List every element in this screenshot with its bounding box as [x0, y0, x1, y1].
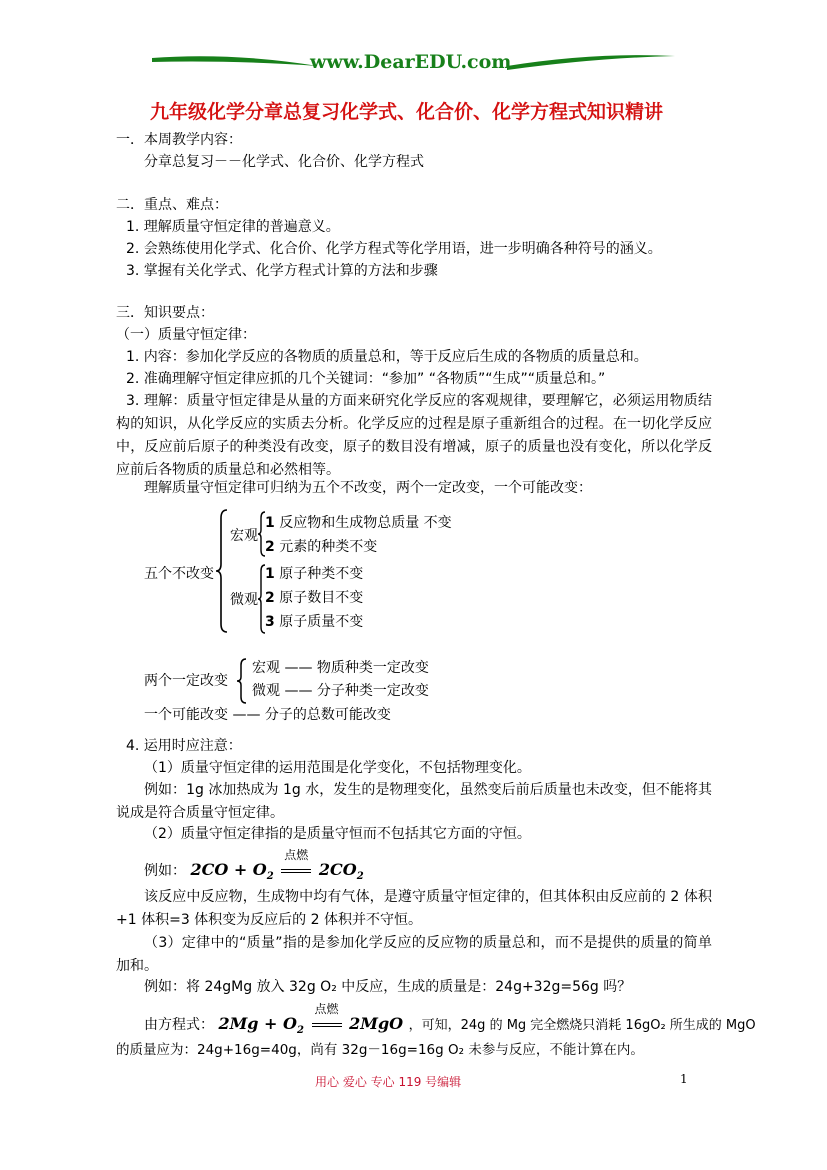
notes-heading: 4. 运用时应注意：	[126, 738, 242, 754]
two-changed-brace	[236, 657, 248, 705]
macro-item-1	[265, 512, 452, 534]
one-possible-change: 一个可能改变 —— 分子的总数可能改变	[144, 707, 391, 723]
two-changed-line-1: 宏观 —— 物质种类一定改变	[252, 660, 429, 676]
macro-item-2-num: 2	[265, 539, 275, 555]
micro-item-1-text: 原子种类不变	[279, 566, 364, 582]
section-2-heading: 二．重点、难点：	[116, 197, 228, 213]
section-3-heading: 三．知识要点：	[116, 305, 214, 321]
law-keywords: 2. 准确理解守恒定律应抓的几个关键词：“参加” “各物质”“生成”“质量总和。”	[126, 371, 606, 387]
note-3-answer: 的质量应为：24g+16g=40g，尚有 32g－16g=16g O₂ 未参与反应，不能计算在内。	[116, 1042, 644, 1058]
equation-1-row	[144, 848, 364, 883]
law-understanding: 3. 理解：质量守恒定律是从量的方面来研究化学反应的客观规律，要理解它，必须运用物质结构的知识，从化学反应的实质去分析。化学反应的过程是原子重新组合的过程。在一切化学反应中，反应前后原子的种类没有改变，原子的数目没有增减，原子的质量也没有变化，所以化学反应前后各物质的质量总和必然相等。	[116, 393, 712, 478]
law-summary: 理解质量守恒定律可归纳为五个不改变，两个一定改变，一个可能改变：	[144, 480, 592, 496]
micro-item-3-num: 3	[265, 614, 275, 630]
equation-2-row	[144, 1002, 756, 1037]
two-changed-line-2: 微观 —— 分子种类一定改变	[252, 683, 429, 699]
micro-item-1	[265, 563, 363, 585]
micro-item-2-num: 2	[265, 590, 275, 606]
section-3-sub1: （一）质量守恒定律：	[116, 327, 256, 343]
equation-1-equals-line	[281, 869, 311, 873]
section-2-item-2: 2. 会熟练使用化学式、化合价、化学方程式等化学用语，进一步明确各种符号的涵义。	[126, 241, 662, 257]
site-url: www.DearEDU.com	[310, 51, 512, 73]
equation-2-left-sub: 2	[296, 1025, 304, 1037]
equation-1-condition-text: 点燃	[284, 848, 309, 862]
section-2-item-3: 3. 掌握有关化学式、化学方程式计算的方法和步骤	[126, 263, 438, 279]
note-3-example: 例如：将 24gMg 放入 32g O₂ 中反应，生成的质量是：24g+32g=56g 吗？	[144, 979, 632, 995]
section-1-heading: 一．本周教学内容：	[116, 132, 242, 148]
equation-1-left-sub: 2	[266, 871, 274, 883]
equation-2	[218, 1002, 408, 1037]
equation-2-condition	[312, 1002, 342, 1033]
equation-1-left: 2CO + O	[190, 860, 267, 879]
section-1-content: 分章总复习－－化学式、化合价、化学方程式	[144, 154, 424, 170]
note-2: （2）质量守恒定律指的是质量守恒而不包括其它方面的守恒。	[144, 826, 531, 842]
equation-2-condition-text: 点燃	[314, 1002, 339, 1016]
equation-2-post: ，可知，24g 的 Mg 完全燃烧只消耗 16gO₂ 所生成的 MgO	[408, 1018, 756, 1033]
macro-item-2	[265, 536, 377, 558]
equation-2-right: 2MgO	[349, 1014, 404, 1033]
macro-label: 宏观	[230, 528, 258, 544]
note-1-example: 例如：1g 冰加热成为 1g 水，发生的是物理变化，虽然变后前后质量也未改变，但不能将其说成是符合质量守恒定律。	[116, 782, 712, 821]
section-2-item-1: 1. 理解质量守恒定律的普遍意义。	[126, 219, 340, 235]
two-changed-label: 两个一定改变	[144, 673, 228, 689]
micro-item-1-num: 1	[265, 566, 275, 582]
note-2-example: 该反应中反应物，生成物中均有气体，是遵守质量守恒定律的，但其体积由反应前的 2 体积+1 体积=3 体积变为反应后的 2 体积并不守恒。	[116, 889, 712, 928]
header-swoosh-left	[150, 50, 320, 74]
micro-item-3	[265, 611, 363, 633]
micro-item-2-text: 原子数目不变	[279, 590, 364, 606]
equation-1-right-sub: 2	[356, 871, 364, 883]
footer-slogan: 用心 爱心 专心 119 号编辑	[315, 1075, 462, 1089]
page-title: 九年级化学分章总复习化学式、化合价、化学方程式知识精讲	[150, 101, 664, 123]
micro-item-2	[265, 587, 363, 609]
macro-item-1-text: 反应物和生成物总质量 不变	[279, 515, 452, 531]
equation-1	[190, 848, 364, 883]
big-brace	[215, 508, 229, 634]
page-number: 1	[680, 1072, 688, 1086]
micro-label: 微观	[230, 592, 258, 608]
macro-item-1-num: 1	[265, 515, 275, 531]
equation-2-left: 2Mg + O	[218, 1014, 297, 1033]
equation-1-label: 例如：	[144, 863, 186, 879]
equation-1-condition	[281, 848, 311, 879]
equation-2-equals-line	[312, 1023, 342, 1027]
note-3: （3）定律中的“质量”指的是参加化学反应的反应物的质量总和，而不是提供的质量的简单加和。	[116, 935, 712, 974]
header-swoosh-right	[505, 50, 677, 74]
law-content: 1. 内容：参加化学反应的各物质的质量总和，等于反应后生成的各物质的质量总和。	[126, 349, 648, 365]
note-1: （1）质量守恒定律的运用范围是化学变化，不包括物理变化。	[144, 760, 531, 776]
five-unchanged-label: 五个不改变	[144, 566, 214, 582]
equation-1-right: 2CO	[318, 860, 357, 879]
macro-item-2-text: 元素的种类不变	[279, 539, 378, 555]
equation-2-pre: 由方程式：	[144, 1017, 214, 1033]
micro-item-3-text: 原子质量不变	[279, 614, 364, 630]
